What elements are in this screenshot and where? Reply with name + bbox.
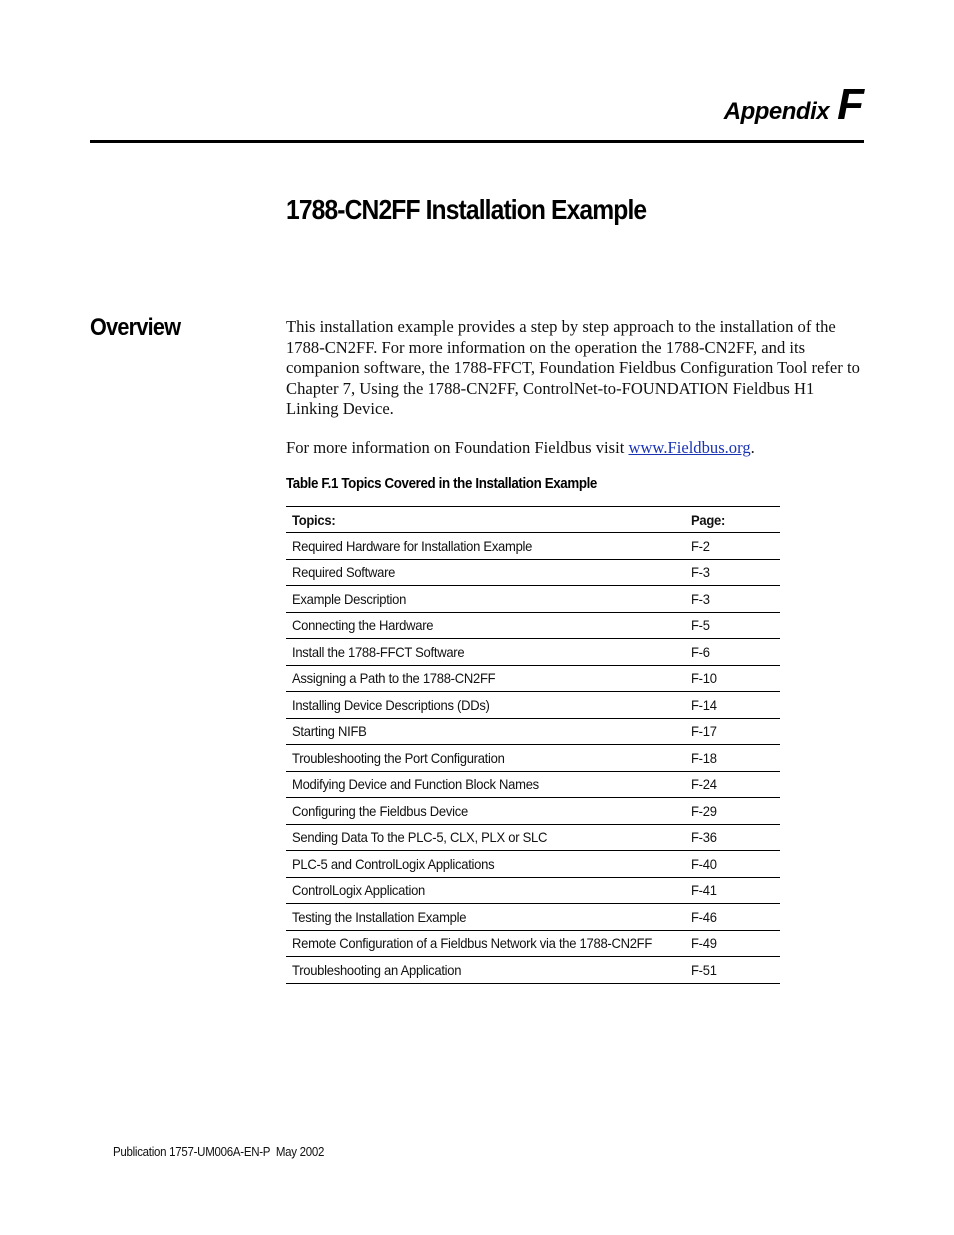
page-cell: F-24: [685, 771, 780, 798]
table-row: [286, 533, 780, 560]
page-cell: F-41: [685, 877, 780, 904]
topic-cell: Installing Device Descriptions (DDs): [286, 692, 685, 719]
page-cell: F-17: [685, 718, 780, 745]
topics-table: [286, 506, 780, 984]
chapter-title: 1788-CN2FF Installation Example: [286, 194, 647, 225]
page-cell: F-3: [685, 559, 780, 586]
page-cell: F-2: [685, 533, 780, 560]
table-row: [286, 798, 780, 825]
appendix-letter: F: [837, 80, 864, 129]
fieldbus-info-paragraph: [286, 438, 861, 459]
publication-footer: Publication 1757-UM006A-EN-P May 2002: [113, 1145, 325, 1159]
table-row: [286, 665, 780, 692]
page-cell: F-46: [685, 904, 780, 931]
page-cell: F-29: [685, 798, 780, 825]
table-row: [286, 639, 780, 666]
page-cell: F-3: [685, 586, 780, 613]
topic-cell: Testing the Installation Example: [286, 904, 685, 931]
table-row: [286, 957, 780, 984]
page-cell: F-40: [685, 851, 780, 878]
table-row: [286, 930, 780, 957]
topic-cell: Troubleshooting the Port Configuration: [286, 745, 685, 772]
topic-cell: Starting NIFB: [286, 718, 685, 745]
page-cell: F-10: [685, 665, 780, 692]
header-rule: [90, 140, 864, 143]
topic-cell: Sending Data To the PLC-5, CLX, PLX or SLC: [286, 824, 685, 851]
table-row: [286, 718, 780, 745]
topic-cell: Required Hardware for Installation Example: [286, 533, 685, 560]
topic-cell: Remote Configuration of a Fieldbus Network via the 1788-CN2FF: [286, 930, 685, 957]
topics-table-body: [286, 533, 780, 984]
topic-cell: Connecting the Hardware: [286, 612, 685, 639]
fieldbus-info-period: .: [750, 438, 755, 457]
table-row: [286, 692, 780, 719]
page-cell: F-14: [685, 692, 780, 719]
table-row: [286, 771, 780, 798]
topic-cell: Required Software: [286, 559, 685, 586]
table-row: [286, 586, 780, 613]
topic-cell: ControlLogix Application: [286, 877, 685, 904]
page-cell: F-5: [685, 612, 780, 639]
topic-cell: PLC-5 and ControlLogix Applications: [286, 851, 685, 878]
table-row: [286, 559, 780, 586]
table-caption: Table F.1 Topics Covered in the Installation Example: [286, 476, 597, 492]
topic-cell: Troubleshooting an Application: [286, 957, 685, 984]
table-row: [286, 745, 780, 772]
table-row: [286, 877, 780, 904]
page-cell: F-6: [685, 639, 780, 666]
appendix-header: [724, 80, 864, 130]
topics-column-header: Topics:: [286, 507, 685, 533]
table-header-row: [286, 507, 780, 533]
page-column-header: Page:: [685, 507, 780, 533]
topic-cell: Example Description: [286, 586, 685, 613]
topic-cell: Modifying Device and Function Block Names: [286, 771, 685, 798]
fieldbus-org-link[interactable]: www.Fieldbus.org: [628, 438, 751, 457]
overview-heading: Overview: [90, 314, 181, 341]
page-cell: F-36: [685, 824, 780, 851]
fieldbus-info-text: For more information on Foundation Fieldbus visit: [286, 438, 629, 457]
appendix-label: Appendix: [723, 98, 830, 125]
table-row: [286, 612, 780, 639]
table-row: [286, 851, 780, 878]
table-row: [286, 824, 780, 851]
overview-paragraph: This installation example provides a step by step approach to the installation of the 1788-CN2FF. For more information on the operation the 1788-CN2FF, and its companion software, the 1788-FFCT, Foundation Fieldbus Configuration Tool refer to Chapter 7, Using the 1788-CN2FF, ControlNet-to-FOUNDATION Fieldbus H1 Linking Device.: [286, 317, 860, 418]
topic-cell: Configuring the Fieldbus Device: [286, 798, 685, 825]
topic-cell: Install the 1788-FFCT Software: [286, 639, 685, 666]
page-cell: F-49: [685, 930, 780, 957]
topic-cell: Assigning a Path to the 1788-CN2FF: [286, 665, 685, 692]
table-row: [286, 904, 780, 931]
page-cell: F-18: [685, 745, 780, 772]
page-cell: F-51: [685, 957, 780, 984]
